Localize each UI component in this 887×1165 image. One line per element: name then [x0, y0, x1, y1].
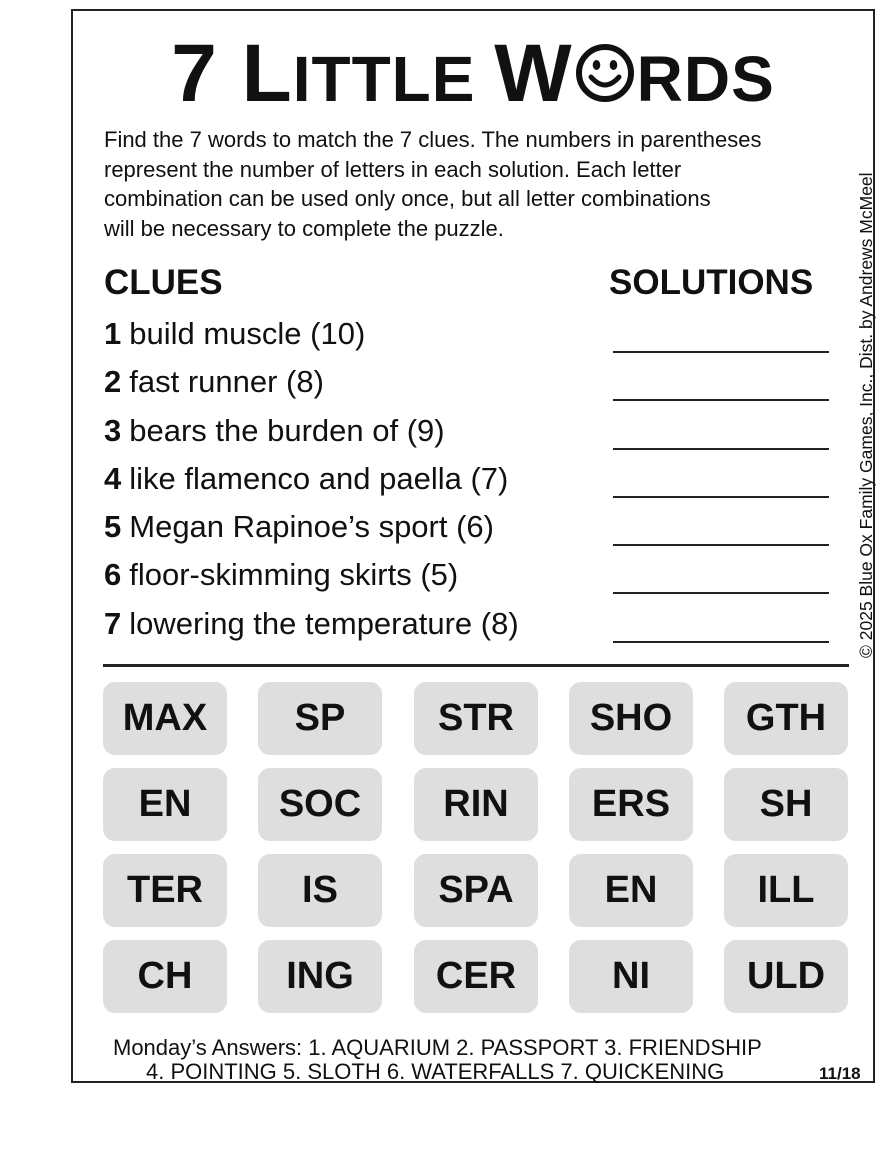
instructions-line: combination can be used only once, but all letter combinations: [104, 186, 711, 211]
clue-text: build muscle (10): [129, 316, 366, 351]
clue-number: 7: [104, 605, 122, 641]
letter-tile[interactable]: ULD: [724, 940, 848, 1013]
title-part-4: RDS: [636, 43, 775, 115]
letter-tile[interactable]: IS: [258, 854, 382, 927]
smiley-face-icon: [575, 43, 635, 103]
section-divider: [103, 664, 849, 667]
clue-row: [104, 411, 844, 459]
letter-tile[interactable]: ILL: [724, 854, 848, 927]
letter-tile[interactable]: SHO: [569, 682, 693, 755]
clue-row: [104, 362, 844, 410]
instructions-line: will be necessary to complete the puzzle.: [104, 215, 504, 241]
letter-tile[interactable]: CER: [414, 940, 538, 1013]
clue-number: 6: [104, 557, 122, 593]
clue-text: Megan Rapinoe’s sport (6): [129, 509, 494, 545]
letter-tile[interactable]: SPA: [414, 854, 538, 927]
title-part-3: W: [494, 28, 573, 119]
clue-text: fast runner (8): [129, 364, 324, 400]
answers-line: Monday’s Answers: 1. AQUARIUM 2. PASSPORT 3. FRIENDSHIP: [113, 1035, 762, 1060]
letter-tile[interactable]: ING: [258, 940, 382, 1013]
puzzle-panel: [71, 9, 875, 1083]
solution-blank[interactable]: [613, 641, 829, 643]
copyright-notice: © 2025 Blue Ox Family Games, Inc., Dist. by Andrews McMeel: [856, 172, 876, 658]
letter-tile[interactable]: NI: [569, 940, 693, 1013]
clue-row: [104, 555, 844, 603]
letter-tile[interactable]: ERS: [569, 768, 693, 841]
clue-number: 4: [104, 460, 122, 496]
title-part-2: ITTLE: [292, 43, 495, 115]
letter-tile[interactable]: TER: [103, 854, 227, 927]
clue-list: [104, 314, 844, 652]
clue-text: lowering the temperature (8): [129, 605, 519, 641]
letter-tile[interactable]: EN: [569, 854, 693, 927]
puzzle-title: [73, 28, 873, 120]
puzzle-date: 11/18: [819, 1064, 861, 1083]
letter-tile[interactable]: EN: [103, 768, 227, 841]
solution-blank[interactable]: [613, 592, 829, 594]
letter-tile[interactable]: SOC: [258, 768, 382, 841]
solution-blank[interactable]: [613, 544, 829, 546]
clue-text: bears the burden of (9): [129, 412, 445, 448]
letter-tile[interactable]: CH: [103, 940, 227, 1013]
letter-tile-grid: [103, 682, 853, 1022]
letter-tile[interactable]: SH: [724, 768, 848, 841]
letter-tile[interactable]: RIN: [414, 768, 538, 841]
clues-heading: CLUES: [104, 263, 223, 302]
letter-tile[interactable]: GTH: [724, 682, 848, 755]
clue-row: [104, 459, 844, 507]
solution-blank[interactable]: [613, 496, 829, 498]
letter-tile[interactable]: STR: [414, 682, 538, 755]
clue-row: [104, 314, 844, 362]
solutions-heading: SOLUTIONS: [609, 263, 814, 302]
clue-number: 3: [104, 412, 122, 448]
answers-line: 4. POINTING 5. SLOTH 6. WATERFALLS 7. QUICKENING: [146, 1059, 725, 1084]
letter-tile[interactable]: MAX: [103, 682, 227, 755]
clue-text: floor-skimming skirts (5): [129, 557, 459, 593]
clue-text: like flamenco and paella (7): [129, 460, 509, 496]
clue-number: 2: [104, 364, 122, 400]
solution-blank[interactable]: [613, 448, 829, 450]
solution-blank[interactable]: [613, 351, 829, 353]
clue-row: [104, 507, 844, 555]
clue-number: 1: [104, 316, 122, 351]
clue-number: 5: [104, 509, 122, 545]
instructions-line: Find the 7 words to match the 7 clues. The numbers in parentheses: [104, 127, 762, 152]
instructions: [104, 125, 854, 243]
solution-blank[interactable]: [613, 399, 829, 401]
instructions-line: represent the number of letters in each solution. Each letter: [104, 156, 682, 182]
letter-tile[interactable]: SP: [258, 682, 382, 755]
clue-row: [104, 604, 844, 652]
title-part-1: 7 L: [171, 28, 293, 119]
